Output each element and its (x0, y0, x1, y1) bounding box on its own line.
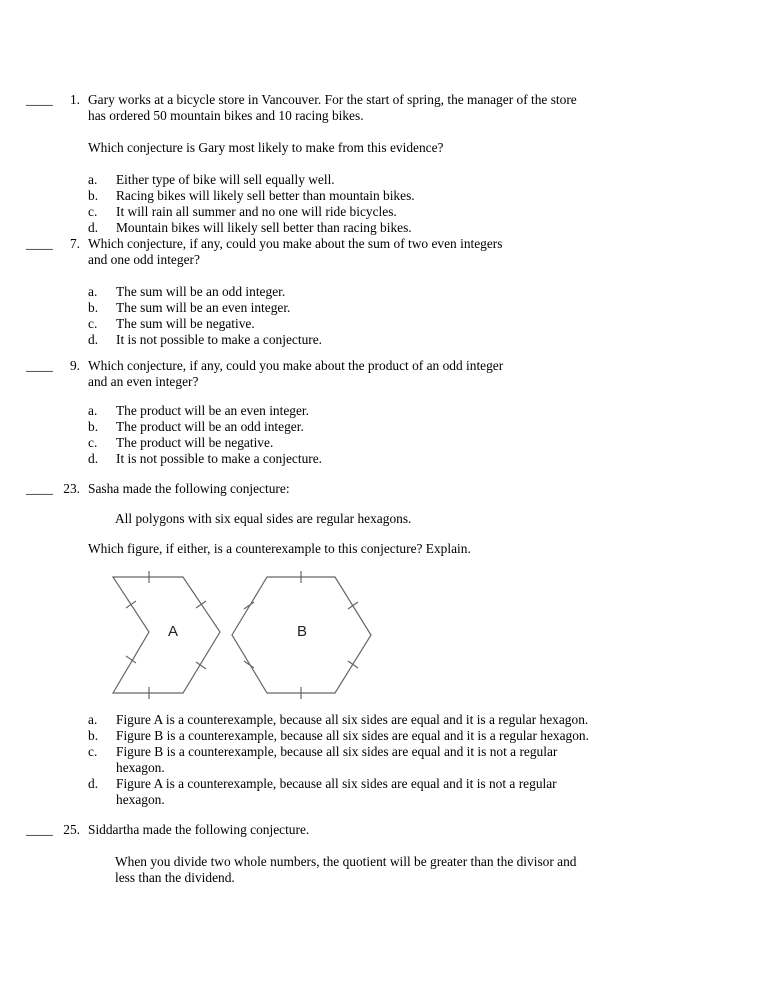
figure-a-chevron-polygon (113, 571, 220, 699)
question-prompt: Which figure, if either, is a counterexample to this conjecture? Explain. (88, 541, 471, 556)
question-text-line-2: and one odd integer? (88, 252, 200, 267)
option-d-letter: d. (88, 332, 99, 347)
option-c-letter: c. (88, 316, 98, 331)
option-a-letter: a. (88, 284, 98, 299)
option-a-text: The sum will be an odd integer. (116, 284, 286, 299)
option-d-letter: d. (88, 220, 99, 235)
question-text-line-2: and an even integer? (88, 374, 199, 389)
question-number: 1. (69, 92, 80, 107)
figure-a-label: A (168, 623, 179, 640)
option-b-text: The product will be an odd integer. (116, 419, 304, 434)
question-text-line-2: has ordered 50 mountain bikes and 10 racing bikes. (88, 108, 364, 123)
question-number: 23. (63, 481, 80, 496)
option-d-letter: d. (88, 776, 99, 791)
option-a-letter: a. (88, 403, 98, 418)
answer-blank[interactable]: ____ (26, 236, 53, 251)
option-c-text: The sum will be negative. (116, 316, 255, 331)
option-d-text: Mountain bikes will likely sell better than racing bikes. (116, 220, 412, 235)
option-a-text: Figure A is a counterexample, because all six sides are equal and it is a regular hexagon. (116, 712, 589, 727)
question-text-line-1: Which conjecture, if any, could you make about the product of an odd integer (88, 358, 504, 373)
option-d-text-line-2: hexagon. (116, 792, 165, 807)
question-number: 9. (69, 358, 80, 373)
option-b-text: Figure B is a counterexample, because all six sides are equal and it is a regular hexagon. (116, 728, 589, 743)
option-d-letter: d. (88, 451, 99, 466)
answer-blank[interactable]: ____ (26, 92, 53, 107)
option-b-text: Racing bikes will likely sell better than mountain bikes. (116, 188, 415, 203)
conjecture-statement: All polygons with six equal sides are regular hexagons. (115, 511, 412, 526)
figure-b-label: B (297, 623, 308, 640)
option-b-letter: b. (88, 300, 99, 315)
question-prompt: Which conjecture is Gary most likely to make from this evidence? (88, 140, 444, 155)
option-d-text-line-1: Figure A is a counterexample, because all six sides are equal and it is not a regular (116, 776, 557, 791)
figure-b-hexagon-polygon (232, 571, 371, 699)
option-a-letter: a. (88, 172, 98, 187)
option-d-text: It is not possible to make a conjecture. (116, 451, 323, 466)
answer-blank[interactable]: ____ (26, 481, 53, 496)
option-c-text-line-1: Figure B is a counterexample, because all six sides are equal and it is not a regular (116, 744, 558, 759)
option-a-text: Either type of bike will sell equally well. (116, 172, 335, 187)
question-intro: Siddartha made the following conjecture. (88, 822, 310, 837)
option-b-letter: b. (88, 188, 99, 203)
question-text-line-1: Which conjecture, if any, could you make about the sum of two even integers (88, 236, 503, 251)
option-c-letter: c. (88, 744, 98, 759)
option-b-text: The sum will be an even integer. (116, 300, 291, 315)
option-c-letter: c. (88, 204, 98, 219)
answer-blank[interactable]: ____ (26, 358, 53, 373)
conjecture-statement-line-1: When you divide two whole numbers, the quotient will be greater than the divisor and (115, 854, 577, 869)
option-c-text-line-2: hexagon. (116, 760, 165, 775)
option-c-letter: c. (88, 435, 98, 450)
option-a-letter: a. (88, 712, 98, 727)
question-text-line-1: Gary works at a bicycle store in Vancouver. For the start of spring, the manager of the store (88, 92, 577, 107)
answer-blank[interactable]: ____ (26, 822, 53, 837)
option-c-text: The product will be negative. (116, 435, 274, 450)
question-number: 7. (69, 236, 80, 251)
option-b-letter: b. (88, 419, 99, 434)
question-intro: Sasha made the following conjecture: (88, 481, 290, 496)
option-c-text: It will rain all summer and no one will ride bicycles. (116, 204, 397, 219)
option-b-letter: b. (88, 728, 99, 743)
conjecture-statement-line-2: less than the dividend. (115, 870, 235, 885)
question-number: 25. (63, 822, 80, 837)
option-a-text: The product will be an even integer. (116, 403, 309, 418)
option-d-text: It is not possible to make a conjecture. (116, 332, 323, 347)
